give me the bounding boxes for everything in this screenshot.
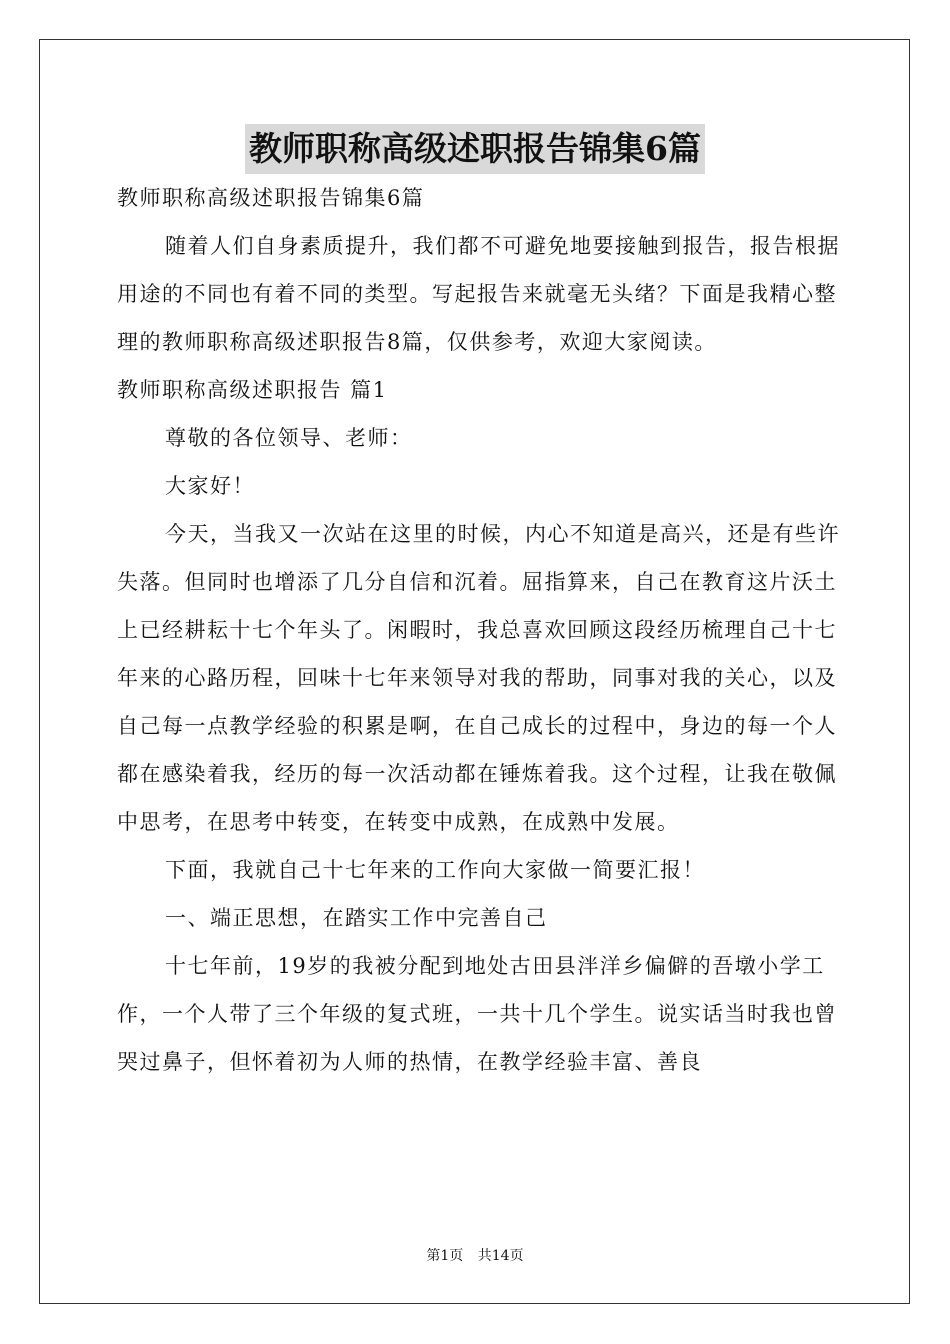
document-body bbox=[117, 174, 847, 1086]
paragraph-greeting: 大家好！ bbox=[165, 474, 255, 498]
page-footer bbox=[0, 1246, 950, 1266]
page-number-total: 共14页 bbox=[477, 1248, 524, 1264]
paragraph-report-intro: 下面，我就自己十七年来的工作向大家做一简要汇报！ bbox=[165, 858, 705, 882]
paragraph-body: 今天，当我又一次站在这里的时候，内心不知道是高兴，还是有些许失落。但同时也增添了几分自信和沉着。屈指算来，自己在教育这片沃土上已经耕耘十七个年头了。闲暇时，我总喜欢回顾这段经历梳理自己十七年来的心路历程，回味十七年来领导对我的帮助，同事对我的关心，以及自己每一点教学经验的积累是啊，在自己成长的过程中，身边的每一个人都在感染着我，经历的每一次活动都在锤炼着我。这个过程，让我在敬佩中思考，在思考中转变，在转变中成熟，在成熟中发展。 bbox=[117, 522, 840, 834]
paragraph-intro: 随着人们自身素质提升，我们都不可避免地要接触到报告，报告根据用途的不同也有着不同的类型。写起报告来就毫无头绪？下面是我精心整理的教师职称高级述职报告8篇，仅供参考，欢迎大家阅读。 bbox=[117, 234, 840, 354]
section-heading: 教师职称高级述职报告 篇1 bbox=[117, 378, 388, 402]
title-container bbox=[0, 124, 950, 174]
paragraph-point-heading: 一、端正思想，在踏实工作中完善自己 bbox=[165, 906, 548, 930]
page-number-current: 第1页 bbox=[426, 1248, 464, 1264]
document-title: 教师职称高级述职报告锦集6篇 bbox=[245, 124, 705, 174]
paragraph-salutation: 尊敬的各位领导、老师： bbox=[165, 426, 413, 450]
paragraph-history: 十七年前，19岁的我被分配到地处古田县泮洋乡偏僻的吾墩小学工作，一个人带了三个年级的复式班，一共十几个学生。说实话当时我也曾哭过鼻子，但怀着初为人师的热情，在教学经验丰富、善良 bbox=[117, 954, 837, 1074]
paragraph-subtitle: 教师职称高级述职报告锦集6篇 bbox=[117, 186, 425, 210]
